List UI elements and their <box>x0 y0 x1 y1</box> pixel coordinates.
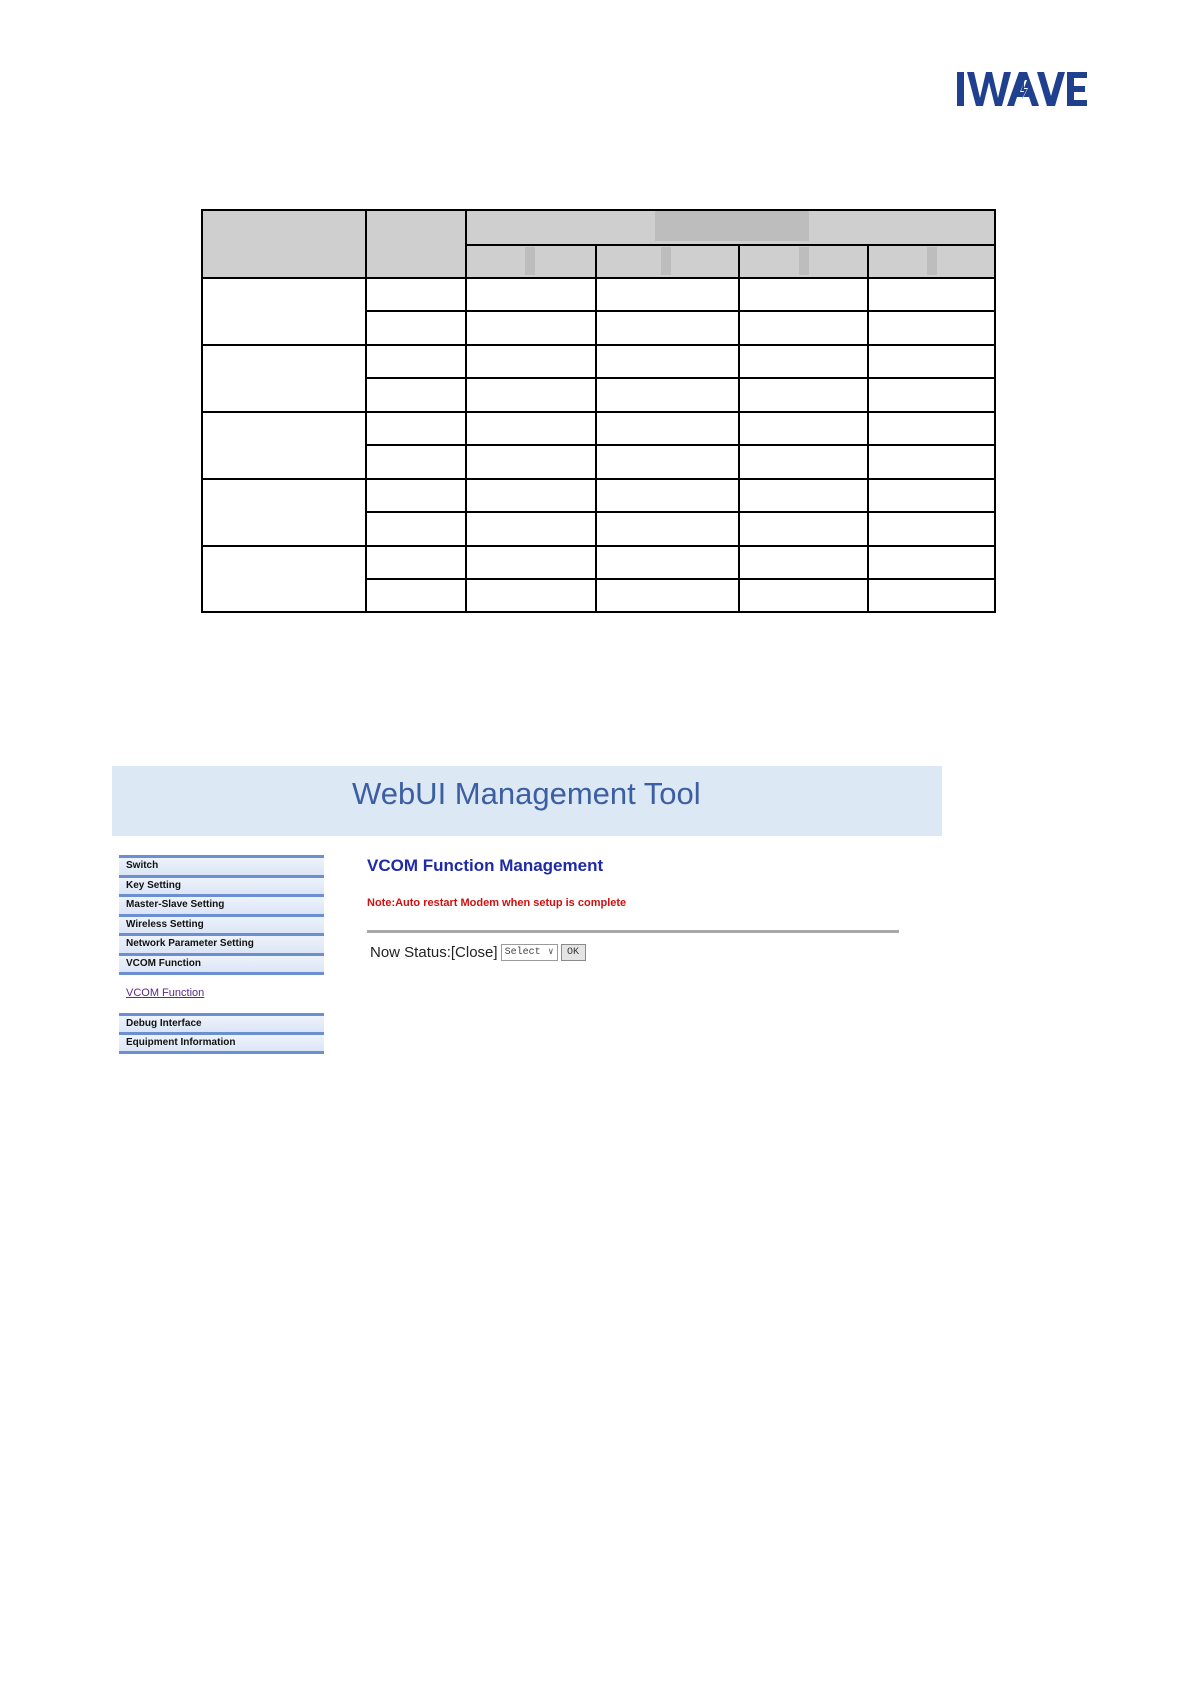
table-hline <box>366 511 994 513</box>
table-hline <box>366 444 994 446</box>
table-header-shade-col2 <box>366 211 466 278</box>
chevron-down-icon: ∨ <box>548 947 554 957</box>
empty-spec-table <box>201 209 996 613</box>
table-hline <box>466 244 994 246</box>
table-header-shade-group-center <box>655 211 809 241</box>
sidebar-menu <box>119 855 324 1054</box>
table-hline <box>366 377 994 379</box>
iwave-logo <box>957 68 1087 110</box>
divider <box>367 930 899 933</box>
page-title: VCOM Function Management <box>367 856 604 875</box>
table-subheader-mark-3 <box>799 247 809 275</box>
restart-note: Note:Auto restart Modem when setup is complete <box>367 897 627 909</box>
sidebar-item-vcom-function[interactable]: VCOM Function <box>119 953 324 975</box>
status-select-value: Select <box>504 946 541 958</box>
table-vline <box>595 244 597 611</box>
table-vline <box>465 211 467 611</box>
webui-title: WebUI Management Tool <box>352 776 701 811</box>
sidebar-item-network-parameter-setting[interactable]: Network Parameter Setting <box>119 933 324 953</box>
table-hline <box>203 545 994 547</box>
status-row <box>370 942 586 962</box>
table-subheader-mark-2 <box>661 247 671 275</box>
sidebar-item-key-setting[interactable]: Key Setting <box>119 875 324 895</box>
table-hline <box>203 277 994 279</box>
sidebar-sublink-vcom-function[interactable]: VCOM Function <box>126 986 205 999</box>
table-hline <box>203 478 994 480</box>
status-select[interactable] <box>501 944 558 961</box>
sidebar-item-master-slave-setting[interactable]: Master-Slave Setting <box>119 894 324 914</box>
table-vline <box>738 244 740 611</box>
webui-header <box>112 766 942 836</box>
table-header-shade-col1 <box>203 211 366 278</box>
status-label: Now Status:[Close] <box>370 943 498 961</box>
table-vline <box>867 244 869 611</box>
sidebar-item-equipment-information[interactable]: Equipment Information <box>119 1032 324 1054</box>
webui-screenshot <box>112 766 942 1051</box>
iwave-logo-graphic <box>957 68 1087 110</box>
table-hline <box>366 310 994 312</box>
sidebar-item-wireless-setting[interactable]: Wireless Setting <box>119 914 324 934</box>
sidebar-item-debug-interface[interactable]: Debug Interface <box>119 1013 324 1033</box>
table-subheader-mark-1 <box>525 247 535 275</box>
table-vline <box>365 211 367 611</box>
table-subheader-mark-4 <box>927 247 937 275</box>
table-hline <box>203 344 994 346</box>
ok-button[interactable]: OK <box>561 944 586 961</box>
table-hline <box>203 411 994 413</box>
table-hline <box>366 578 994 580</box>
sidebar-item-switch[interactable]: Switch <box>119 855 324 875</box>
